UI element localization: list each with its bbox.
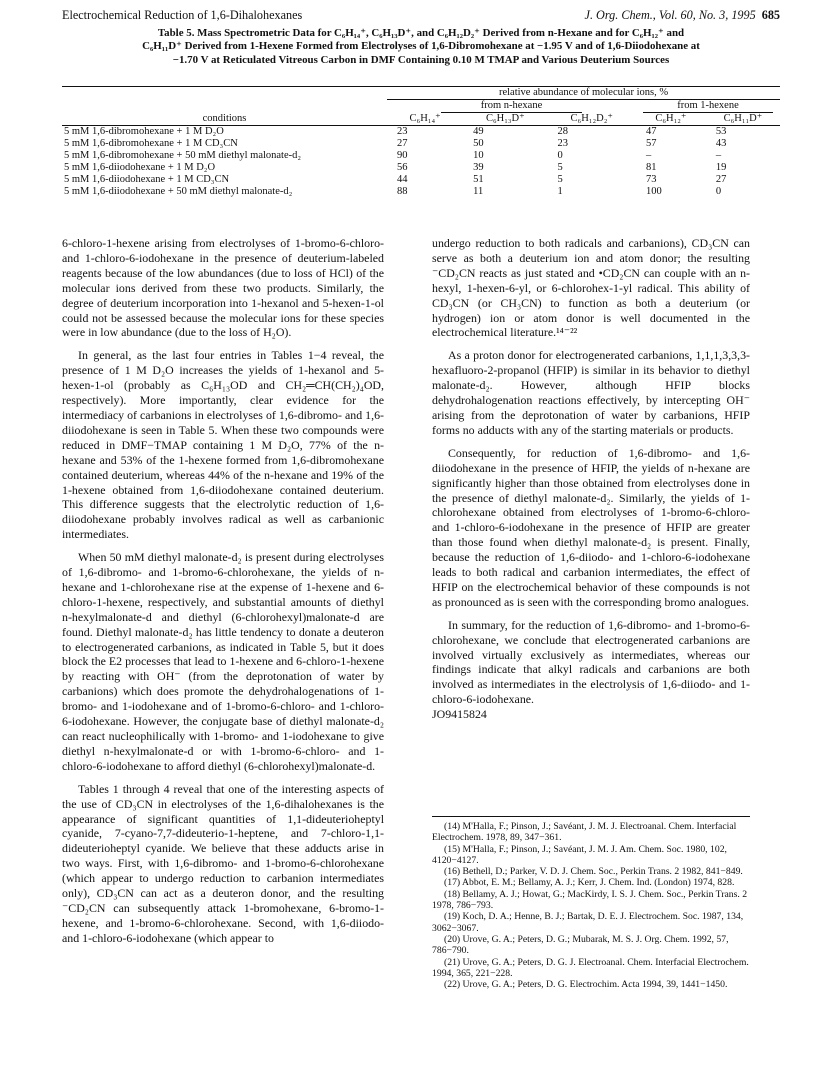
right-column-text xyxy=(432,236,750,707)
column-header: C₆H₁₃D⁺ xyxy=(463,113,547,126)
table-cell: 27 xyxy=(397,138,408,149)
table-cell: 81 xyxy=(645,162,657,173)
table-cell: 88 xyxy=(397,186,408,197)
left-column xyxy=(62,236,384,946)
subgroup-hexene-label: from 1-hexene xyxy=(643,100,773,113)
reference-item: (20) Urove, G. A.; Peters, D. G.; Mubarak, M. S. J. Org. Chem. 1992, 57, 786−790. xyxy=(432,933,729,957)
table-caption-line-3: −1.70 V at Reticulated Vitreous Carbon in DMF Containing 0.10 M TMAP and Various Deuterium Sources xyxy=(172,53,670,66)
table-row xyxy=(62,150,780,162)
reference-item: (18) Bellamy, A. J.; Howat, G.; MacKirdy, I. S. J. Chem. Soc., Perkin Trans. 2 1978, 786−793. xyxy=(432,888,748,912)
references xyxy=(432,816,750,990)
row-condition: 5 mM 1,6-diiodohexane + 50 mM diethyl malonate-d₂ xyxy=(64,186,293,197)
table-cell: 49 xyxy=(473,126,484,137)
table-cell: 11 xyxy=(473,186,484,197)
table-cell: – xyxy=(715,150,722,161)
table-cell: 1 xyxy=(557,186,563,197)
table-cell: 57 xyxy=(645,138,657,149)
row-condition: 5 mM 1,6-diiodohexane + 1 M D₂O xyxy=(64,162,216,173)
table-caption-line-2: C₆H₁₁D⁺ Derived from 1-Hexene Formed from Electrolyses of 1,6-Dibromohexane at −1.95 V and of 1,6-Diiodohexane at xyxy=(142,40,700,53)
page-number: 685 xyxy=(761,8,780,22)
subgroup-hexane-label: from n-hexane xyxy=(441,100,583,113)
table-5 xyxy=(62,86,780,198)
table-cell: 27 xyxy=(715,174,727,185)
table-cell: – xyxy=(645,150,652,161)
table-row xyxy=(62,186,780,198)
column-header: C₆H₁₄⁺ xyxy=(387,113,463,126)
table-caption-line-1: Table 5. Mass Spectrometric Data for C₆H₁₄⁺, C₆H₁₃D⁺, and C₆H₁₂D₂⁺ Derived from n-Hexane and for C₆H₁₂⁺ and xyxy=(157,27,685,39)
table-cell: 19 xyxy=(715,162,727,173)
column-header: C₆H₁₁D⁺ xyxy=(706,113,780,126)
body-paragraph: In general, as the last four entries in Tables 1−4 reveal, the presence of 1 M D₂O increases the yields of 1-hexanol and 5-hexen-1-ol (probably as C₆H₁₃OD and CH₂═CH(CH₂)₄OD, respectively). More importantly, clear evidence for the intermediacy of carbanions in electrolyses of 1,6-dibromo- and 1,6-diiodohexane is seen in Table 5. When these two compounds were reduced in DMF−TMAP containing 1 M D₂O, 77% of the n-hexane and 53% of the 1-hexene formed from 1,6-dibromohexane contained deuterium, whereas 44% of the n-hexane and 19% of the 1-hexene obtained from 1,6-diiodohexane contained deuterium. This difference suggests that the electrolytic reduction of 1,6-diiodohexane probably involves radical as well as carbanionic intermediates. xyxy=(62,348,384,542)
body-paragraph: As a proton donor for electrogenerated carbanions, 1,1,1,3,3,3-hexafluoro-2-propanol (HFIP) is similar in its behavior to diethyl malonate-d₂. However, although HFIP blocks dehydrohalogenation reactions effectively, by intercepting OH⁻ arising from the deprotonation of water by carbanions, HFIP forms no adducts with any of the starting materials or products. xyxy=(432,348,750,437)
table-cell: 5 xyxy=(557,162,563,173)
table-cell: 10 xyxy=(473,150,484,161)
body-paragraph: Tables 1 through 4 reveal that one of the interesting aspects of the use of CD₃CN in electrolyses of the 1,6-dihalohexanes is the appearance of significant quantities of 1,1-dideuterioheptyl cyanide, 7-cyano-7,7-dideuterio-1-heptene, and 7-chloro-1,1-dideuterioheptyl cyanide. We believe that these adducts arise in two ways. First, with 1,6-dibromo- and 1-bromo-6-chlorohexane (which appear to undergo reduction to carbanion intermediates only), CD₃CN can act as a deuteron donor, and the resulting ⁻CD₂CN can subsequently attack 1-bromohexane, 6-bromo-1-hexene, and 1-bromo-6-chlorohexane. Second, with 1,6-diiodo- and 1-chloro-6-iodohexane (which appear to xyxy=(62,781,384,945)
column-header: C₆H₁₂⁺ xyxy=(636,113,706,126)
table-body xyxy=(62,126,780,199)
mass-spec-table xyxy=(62,86,780,198)
running-head-journal xyxy=(585,8,780,23)
table-cell: 43 xyxy=(715,138,727,149)
table-cell: 90 xyxy=(397,150,408,161)
table-cell: 56 xyxy=(397,162,408,173)
table-cell: 0 xyxy=(715,186,722,197)
row-condition: 5 mM 1,6-dibromohexane + 1 M D₂O xyxy=(64,126,224,137)
running-head-title: Electrochemical Reduction of 1,6-Dihalohexanes xyxy=(62,8,303,22)
journal-citation: J. Org. Chem., Vol. 60, No. 3, 1995 xyxy=(584,8,756,22)
body-paragraph: 6-chloro-1-hexene arising from electrolyses of 1-bromo-6-chloro- and 1-chloro-6-iodohexane in the presence of deuterium-labeled reagents because of the low abundances (due to loss of HCl) of the molecular ions derived from these two products. Similarly, the degree of deuterium incorporation into 1-hexanol and 5-hexen-1-ol could not be assessed because the molecular ions for these species were in low abundance (due to the loss of H₂O). xyxy=(62,236,384,340)
table-cell: 100 xyxy=(645,186,662,197)
table-row xyxy=(62,126,780,139)
reference-item: (14) M'Halla, F.; Pinson, J.; Savéant, J. M. J. Electroanal. Chem. Interfacial Electrochem. 1978, 89, 347−361. xyxy=(432,821,737,844)
reference-item: (16) Bethell, D.; Parker, V. D. J. Chem. Soc., Perkin Trans. 2 1982, 841−849. xyxy=(444,866,743,878)
subgroup-hexane xyxy=(387,100,636,114)
table-cell: 28 xyxy=(557,126,568,137)
body-paragraph: undergo reduction to both radicals and carbanions), CD₃CN can serve as both a deuterium ion and atom donor; the resulting ⁻CD₂CN reacts as just stated and •CD₂CN can couple with an n-hexyl, 1-hexen-6-yl, or 6-chlorohex-1-yl radical. This ability of CD₃CN (or CH₃CN) to function as both a deuterium (or hydrogen) ion or atom donor is well documented in the electrochemical literature.¹⁴⁻²² xyxy=(432,236,750,340)
table-cell: 44 xyxy=(397,174,408,185)
body-paragraph: Consequently, for reduction of 1,6-dibromo- and 1,6-diiodohexane in the presence of HFIP, the yields of n-hexane are significantly higher than those obtained from electrolyses done in the presence of diethyl malonate-d₂. Similarly, the yields of 1-chlorohexane obtained from electrolyses of 1-bromo-6-chloro- and 1-chloro-6-iodohexane in the presence of HFIP are greater than those found when diethyl malonate-d₂ is present. Finally, because the reduction of 1,6-diiodo- and 1-chloro-6-iodohexane leads to both radical and carbanion intermediates, the effect of HFIP on the electrochemical behavior of these compounds is not as pronounced as is seen with the corresponding bromo analogues. xyxy=(432,445,750,609)
manuscript-number: JO9415824 xyxy=(432,707,487,722)
conditions-header: conditions xyxy=(62,113,387,126)
table-cell: 39 xyxy=(473,162,484,173)
running-head xyxy=(62,8,780,26)
reference-item: (22) Urove, G. A.; Peters, D. G. Electrochim. Acta 1994, 39, 1441−1450. xyxy=(444,979,728,991)
header-group: relative abundance of molecular ions, % xyxy=(387,87,780,100)
row-condition: 5 mM 1,6-dibromohexane + 1 M CD₃CN xyxy=(64,138,238,149)
table-row xyxy=(62,174,780,186)
table-caption xyxy=(66,27,776,67)
table-cell: 73 xyxy=(645,174,657,185)
table-cell: 5 xyxy=(557,174,563,185)
column-header: C₆H₁₂D₂⁺ xyxy=(548,113,636,126)
table-cell: 50 xyxy=(473,138,484,149)
body-paragraph: In summary, for the reduction of 1,6-dibromo- and 1-bromo-6-chlorohexane, we conclude that electrogenerated carbanions are involved virtually exclusively as intermediates, whereas our findings indicate that alkyl radicals and carbanions are both involved as intermediates in the electrolysis of 1,6-diiodo- and 1-chloro-6-iodohexane. xyxy=(432,617,750,707)
row-condition: 5 mM 1,6-diiodohexane + 1 M CD₃CN xyxy=(64,174,230,185)
row-condition: 5 mM 1,6-dibromohexane + 50 mM diethyl malonate-d₂ xyxy=(64,150,302,161)
reference-item: (15) M'Halla, F.; Pinson, J.; Savéant, J. M. J. Am. Chem. Soc. 1980, 102, 4120−4127. xyxy=(432,843,727,866)
table-cell: 23 xyxy=(397,126,408,137)
reference-item: (21) Urove, G. A.; Peters, D. G. J. Electroanal. Chem. Interfacial Electrochem. 1994, 365, 221−228. xyxy=(432,956,749,979)
table-cell: 47 xyxy=(645,126,657,137)
subgroup-hexene xyxy=(636,100,780,114)
table-row xyxy=(62,138,780,150)
body-paragraph: When 50 mM diethyl malonate-d₂ is present during electrolyses of 1,6-dibromo- and 1-bromo-6-chlorohexane, the yields of n-hexane and 1-chlorohexane rise at the expense of 1-hexene and 6-chloro-1-hexene, respectively, and substantial amounts of diethyl n-hexylmalonate-d and diethyl (6-chlorohexyl)malonate-d are found. Diethyl malonate-d₂ has little tendency to donate a deuteron to electrogenerated carbanions, as indicated in Table 5, but it does block the E2 processes that lead to 1-hexene and 6-chloro-1-hexene by reacting with OH⁻ (from the deprotonation of water by carbanions) which does promote the dehydrohalogenations of 1-bromo- and 1-iodohexane and of 1-bromo-6-chloro- and 1-chloro-6-iodohexane. However, the conjugate base of diethyl malonate-d₂ can react nucleophilically with 1-bromo- and 1-iodohexane to give diethyl n-hexylmalonate-d or with 1-bromo-6-chloro- and 1-chloro-6-iodohexane to afford diethyl (6-chlorohexyl)malonate-d. xyxy=(62,550,384,773)
table-cell: 53 xyxy=(715,126,727,137)
table-cell: 51 xyxy=(473,174,484,185)
reference-item: (19) Koch, D. A.; Henne, B. J.; Bartak, D. E. J. Electrochem. Soc. 1987, 134, 3062−3067. xyxy=(432,911,744,934)
right-column xyxy=(432,236,750,722)
table-row xyxy=(62,162,780,174)
table-cell: 0 xyxy=(557,150,563,161)
table-cell: 23 xyxy=(557,138,568,149)
reference-item: (17) Abbot, E. M.; Bellamy, A. J.; Kerr, J. Chem. Ind. (London) 1974, 828. xyxy=(444,877,735,889)
